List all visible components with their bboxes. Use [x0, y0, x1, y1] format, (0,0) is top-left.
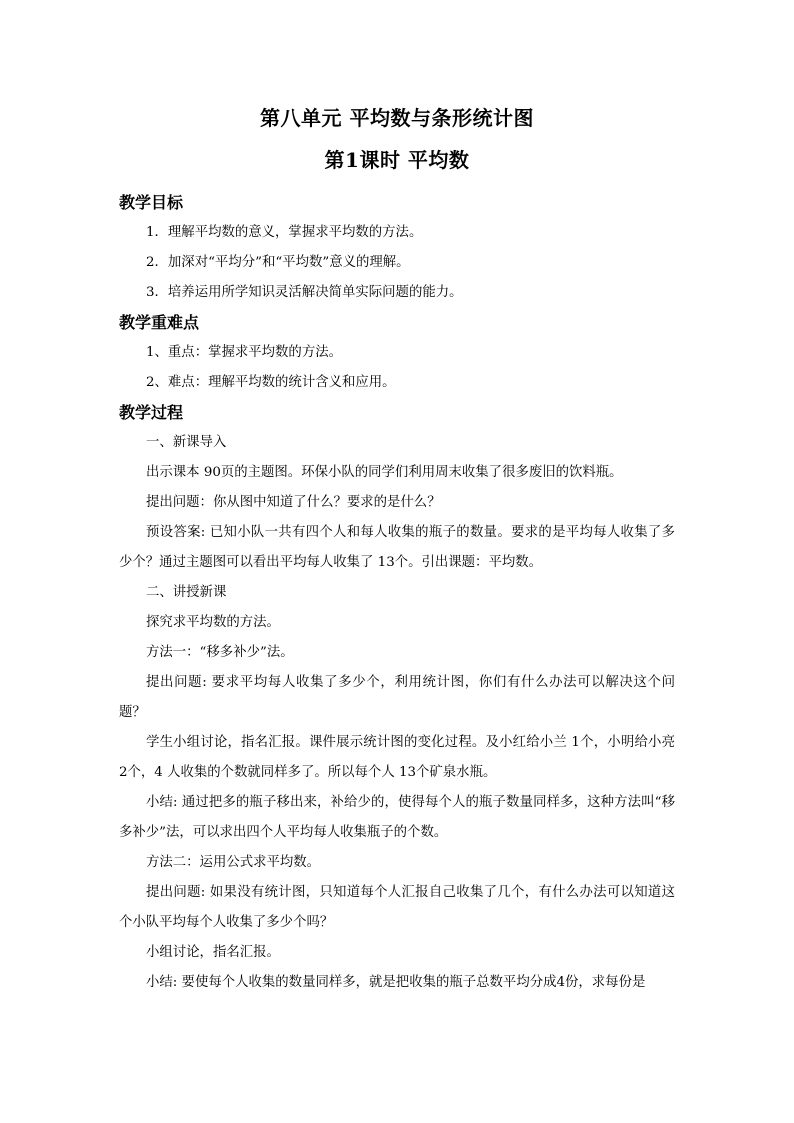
process-paragraph: 方法一：“移多补少”法。: [146, 645, 294, 660]
unit-title: 第八单元 平均数与条形统计图: [260, 106, 534, 130]
process-paragraph: 方法二：运用公式求平均数。: [146, 855, 321, 870]
process-paragraph: 出示课本 90页的主题图。环保小队的同学们利用周末收集了很多废旧的饮料瓶。: [146, 465, 623, 480]
process-paragraph: 提出问题: 要求平均每人收集了多少个，利用统计图，你们有什么办法可以解决这个问题？: [119, 675, 675, 720]
goal-item: 2．加深对“平均分”和“平均数”意义的理解。: [146, 255, 410, 270]
process-paragraph: 预设答案: 已知小队一共有四个人和每人收集的瓶子的数量。要求的是平均每人收集了多少个？通过主题图可以看出平均每人收集了 13个。引出课题：平均数。: [119, 525, 675, 570]
section-heading: 教学重难点: [119, 313, 200, 332]
process-paragraph: 提出问题：你从图中知道了什么？要求的是什么？: [146, 495, 441, 510]
process-paragraph: 二、讲授新课: [146, 585, 227, 600]
goal-item: 1．理解平均数的意义，掌握求平均数的方法。: [146, 225, 423, 240]
document-content: [119, 104, 675, 998]
process-paragraph: 小组讨论，指名汇报。: [146, 945, 280, 960]
goal-item: 3．培养运用所学知识灵活解决简单实际问题的能力。: [146, 285, 463, 300]
process-paragraph: 探究求平均数的方法。: [146, 615, 280, 630]
section-key-points: [119, 308, 675, 398]
process-paragraph: 提出问题: 如果没有统计图，只知道每个人汇报自己收集了几个，有什么办法可以知道这个小队平均每个人收集了多少个吗？: [119, 885, 675, 930]
section-heading: 教学过程: [119, 403, 184, 422]
lesson-title: 第1课时 平均数: [324, 148, 470, 172]
process-paragraph: 一、新课导入: [146, 435, 227, 450]
key-point-item: 2、难点：理解平均数的统计含义和应用。: [146, 375, 396, 390]
process-paragraph: 小结: 要使每个人收集的数量同样多，就是把收集的瓶子总数平均分成4份，求每份是: [146, 975, 646, 990]
key-point-item: 1、重点：掌握求平均数的方法。: [146, 345, 342, 360]
process-paragraph: 小结: 通过把多的瓶子移出来，补给少的，使得每个人的瓶子数量同样多，这种方法叫“移多补少”法，可以求出四个人平均每人收集瓶子的个数。: [119, 795, 675, 840]
process-paragraph: 学生小组讨论，指名汇报。课件展示统计图的变化过程。及小红给小兰 1个，小明给小亮 2个，4 人收集的个数就同样多了。所以每个人 13个矿泉水瓶。: [119, 735, 675, 780]
section-teaching-process: [119, 398, 675, 998]
section-teaching-goals: [119, 188, 675, 308]
section-heading: 教学目标: [119, 193, 184, 212]
